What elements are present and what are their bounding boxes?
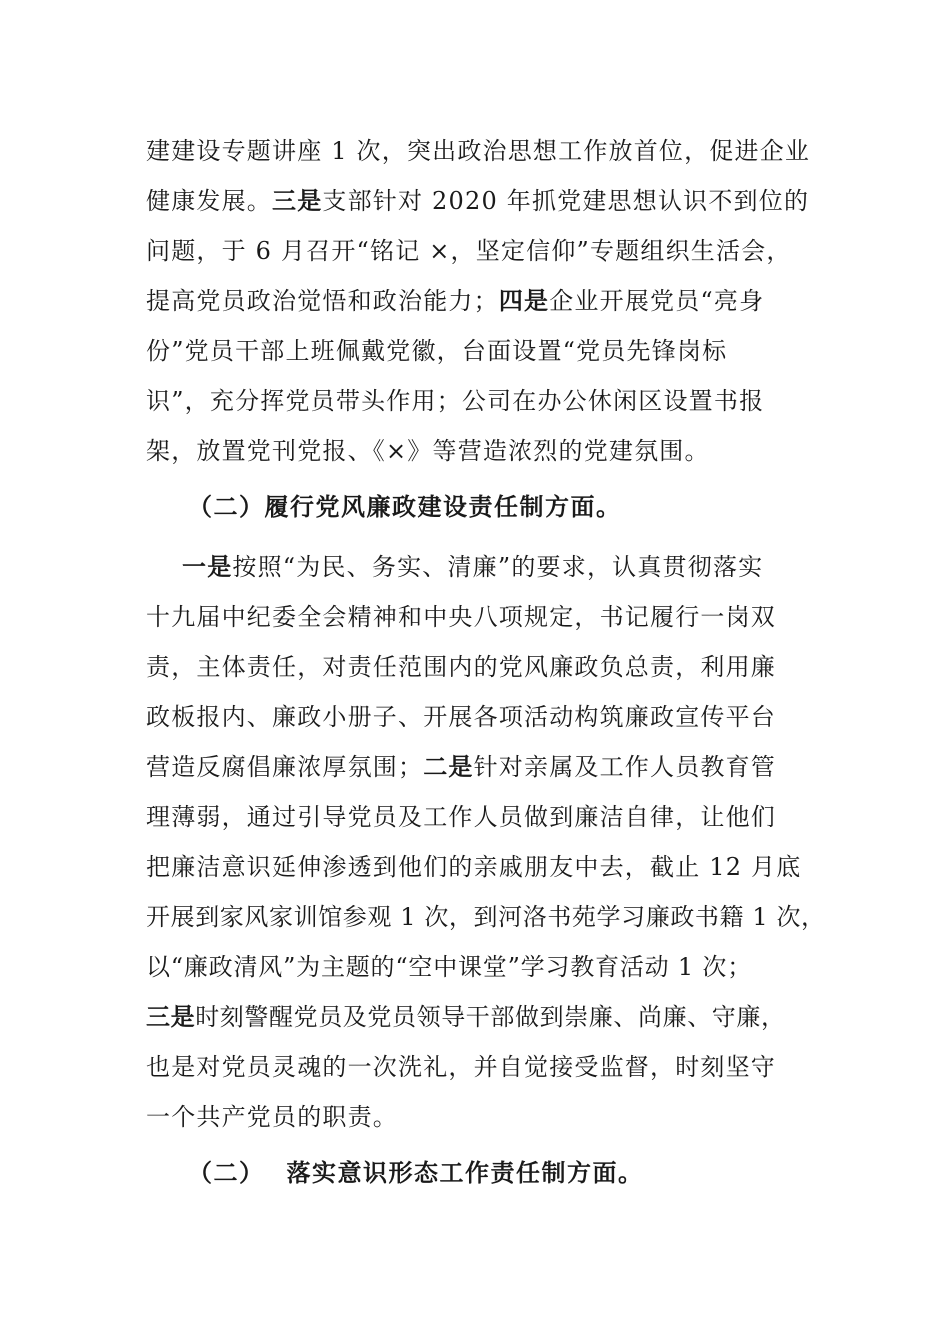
paragraph-line: 问题，于 6 月召开“铭记 ×，坚定信仰”专题组织生活会， bbox=[146, 237, 792, 265]
paragraph-line: 营造反腐倡廉浓厚氛围；二是针对亲属及工作人员教育管 bbox=[146, 752, 777, 781]
paragraph-line: 十九届中纪委全会精神和中央八项规定，书记履行一岗双 bbox=[146, 603, 776, 631]
paragraph-line: 理薄弱，通过引导党员及工作人员做到廉洁自律，让他们 bbox=[146, 803, 776, 831]
emphasis-label: 三是 bbox=[272, 186, 323, 215]
paragraph-line: 以“廉政清风”为主题的“空中课堂”学习教育活动 1 次； bbox=[146, 953, 753, 981]
paragraph-line: 建建设专题讲座 1 次，突出政治思想工作放首位，促进企业 bbox=[146, 137, 811, 165]
emphasis-label: 四是 bbox=[498, 286, 550, 315]
emphasis-label: 二是 bbox=[423, 752, 474, 781]
section-heading: （二） 落实意识形态工作责任制方面。 bbox=[188, 1158, 644, 1187]
paragraph-line: 责，主体责任，对责任范围内的党风廉政负总责，利用廉 bbox=[146, 653, 776, 681]
paragraph-line: 一个共产党员的职责。 bbox=[146, 1103, 398, 1131]
paragraph-line: 份”党员干部上班佩戴党徽，台面设置“党员先锋岗标 bbox=[146, 337, 728, 365]
paragraph-line: 识”，充分挥党员带头作用；公司在办公休闲区设置书报 bbox=[146, 387, 765, 415]
paragraph-line: 把廉洁意识延伸渗透到他们的亲戚朋友中去，截止 12 月底 bbox=[146, 853, 802, 881]
paragraph-line: 架，放置党刊党报、《×》等营造浓烈的党建氛围。 bbox=[146, 437, 710, 465]
paragraph-line: 健康发展。三是支部针对 2020 年抓党建思想认识不到位的 bbox=[146, 186, 810, 215]
emphasis-label: 三是 bbox=[146, 1002, 196, 1031]
paragraph-line: 开展到家风家训馆参观 1 次，到河洛书苑学习廉政书籍 1 次， bbox=[146, 903, 826, 931]
emphasis-label: 一是 bbox=[182, 552, 233, 581]
paragraph-line: 三是时刻警醒党员及党员领导干部做到崇廉、尚廉、守廉， bbox=[146, 1002, 786, 1031]
section-heading: （二）履行党风廉政建设责任制方面。 bbox=[188, 492, 622, 521]
paragraph-line: 提高党员政治觉悟和政治能力；四是企业开展党员“亮身 bbox=[146, 286, 765, 315]
paragraph-line: 一是按照“为民、务实、清廉”的要求，认真贯彻落实 bbox=[182, 552, 764, 581]
paragraph-line: 政板报内、廉政小册子、开展各项活动构筑廉政宣传平台 bbox=[146, 703, 776, 731]
paragraph-line: 也是对党员灵魂的一次洗礼，并自觉接受监督，时刻坚守 bbox=[146, 1053, 776, 1081]
